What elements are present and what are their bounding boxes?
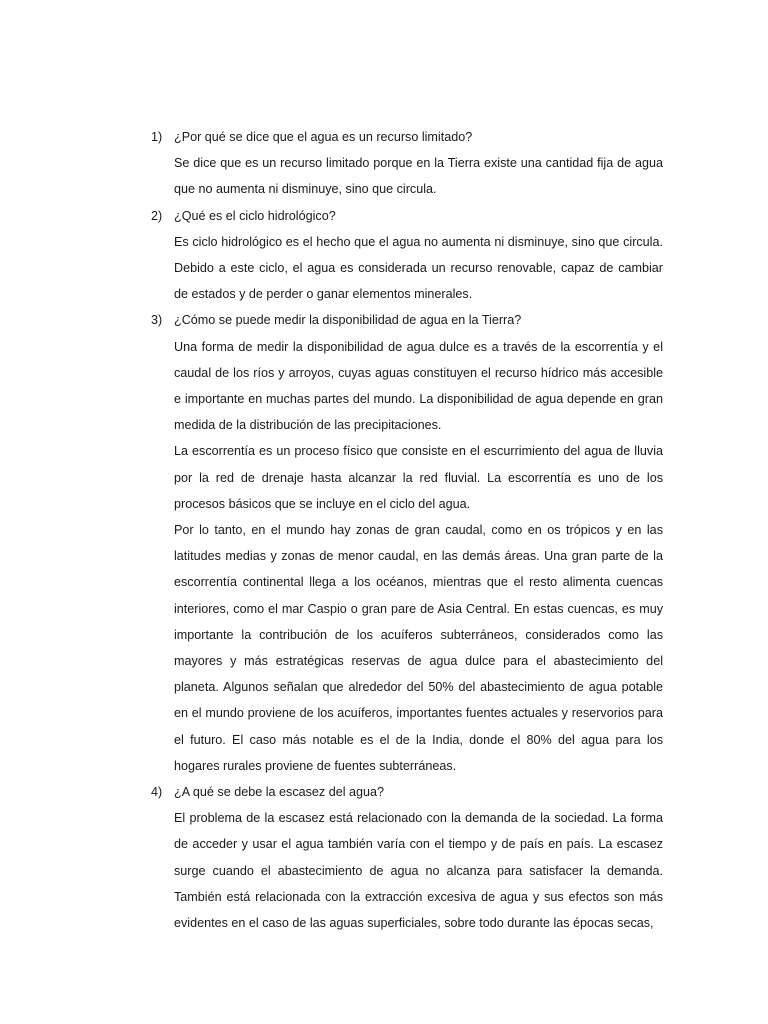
answer-paragraph: Una forma de medir la disponibilidad de agua dulce es a través de la escorrentía y el caudal de los ríos y arroyos, cuyas aguas constituyen el recurso hídrico más accesible e importante en muchas partes del mundo. La disponibilidad de agua depende en gran medida de la distribución de las precipitaciones. bbox=[174, 339, 663, 433]
question-text: ¿Por qué se dice que el agua es un recurso limitado? bbox=[174, 130, 473, 144]
question-item bbox=[151, 124, 663, 203]
question-number: 3) bbox=[151, 313, 163, 328]
question-item bbox=[151, 203, 663, 308]
question-item bbox=[151, 307, 663, 779]
question-heading bbox=[151, 779, 663, 805]
question-item bbox=[151, 779, 663, 936]
answer-paragraph: Se dice que es un recurso limitado porque en la Tierra existe una cantidad fija de agua que no aumenta ni disminuye, sino que circula. bbox=[174, 156, 663, 197]
answer-paragraph: Por lo tanto, en el mundo hay zonas de gran caudal, como en os trópicos y en las latitudes medias y zonas de menor caudal, en las demás áreas. Una gran parte de la escorrentía continental llega a los océanos, mientras que el resto alimenta cuencas interiores, como el mar Caspio o gran pare de Asia Central. En estas cuencas, es muy importante la contribución de los acuíferos subterráneos, considerados como las mayores y más estratégicas reservas de agua dulce para el abastecimiento del planeta. Algunos señalan que alrededor del 50% del abastecimiento de agua potable en el mundo proviene de los acuíferos, importantes fuentes actuales y reservorios para el futuro. El caso más notable es el de la India, donde el 80% del agua para los hogares rurales proviene de fuentes subterráneas. bbox=[174, 523, 663, 773]
answer-paragraph: El problema de la escasez está relacionado con la demanda de la sociedad. La forma de acceder y usar el agua también varía con el tiempo y de país en país. La escasez surge cuando el abastecimiento de agua no alcanza para satisfacer la demanda. También está relacionada con la extracción excesiva de agua y sus efectos son más evidentes en el caso de las aguas superficiales, sobre todo durante las épocas secas, bbox=[174, 811, 663, 931]
question-text: ¿Qué es el ciclo hidrológico? bbox=[174, 208, 336, 223]
answer-paragraph: La escorrentía es un proceso físico que consiste en el escurrimiento del agua de lluvia por la red de drenaje hasta alcanzar la red fluvial. La escorrentía es uno de los procesos básicos que se incluye en el ciclo del agua. bbox=[174, 444, 663, 511]
question-text: ¿A qué se debe la escasez del agua? bbox=[174, 785, 385, 800]
document-body bbox=[151, 124, 663, 936]
question-heading bbox=[151, 307, 663, 333]
question-number: 1) bbox=[151, 130, 163, 144]
question-heading bbox=[151, 124, 663, 150]
question-number: 2) bbox=[151, 208, 163, 223]
question-text: ¿Cómo se puede medir la disponibilidad de agua en la Tierra? bbox=[174, 313, 522, 328]
answer-paragraph: Es ciclo hidrológico es el hecho que el agua no aumenta ni disminuye, sino que circula. Debido a este ciclo, el agua es considerada un recurso renovable, capaz de cambiar de estados y de perder o ganar elementos minerales. bbox=[174, 234, 663, 302]
question-heading bbox=[151, 203, 663, 229]
question-number: 4) bbox=[151, 785, 163, 800]
